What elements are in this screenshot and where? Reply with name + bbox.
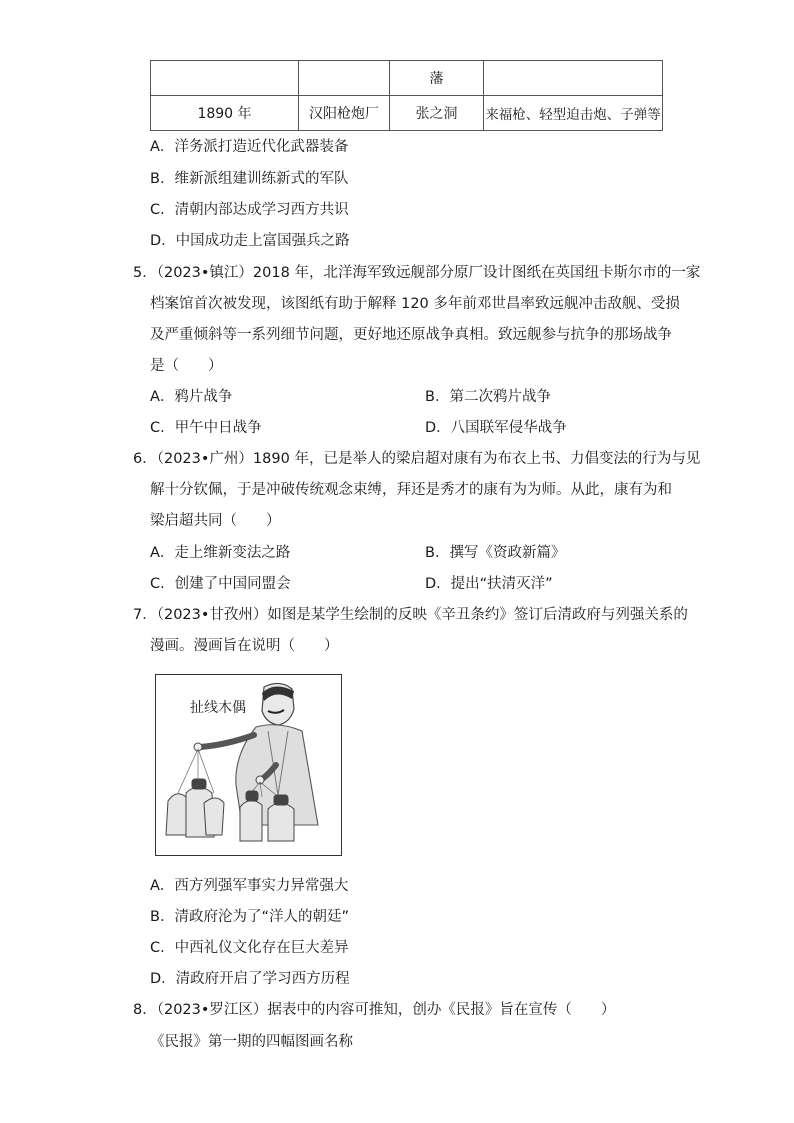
table-row [151,96,663,131]
q6-option-c: C．创建了中国同盟会 [150,576,291,592]
q5-option-c: C．甲午中日战争 [150,420,262,436]
q5-option-b: B．第二次鸦片战争 [425,389,551,405]
cartoon-label: 扯线木偶 [190,700,246,716]
q7-stem-line: 7．（2023•甘孜州）如图是某学生绘制的反映《辛丑条约》签订后清政府与列强关系的 [133,607,688,623]
puppet-cartoon-image [155,674,342,856]
table-row [151,61,663,96]
q5-option-d: D．八国联军侵华战争 [425,420,567,436]
q4-option-a: A．洋务派打造近代化武器装备 [150,139,349,155]
q8-stem-line: 8．（2023•罗江区）据表中的内容可推知，创办《民报》旨在宣传（ ） [133,1002,616,1018]
table-cell [151,61,299,96]
q5-stem-line: 及严重倾斜等一系列细节问题，更好地还原战争真相。致远舰参与抗争的那场战争 [150,327,672,343]
table-cell: 1890 年 [151,96,299,131]
q7-option-c: C．中西礼仪文化存在巨大差异 [150,940,349,956]
q5-stem-line: 5．（2023•镇江）2018 年，北洋海军致远舰部分原厂设计图纸在英国纽卡斯尔市的一家 [133,265,701,281]
q4-option-d: D．中国成功走上富国强兵之路 [150,233,350,249]
puppeteer-illustration [156,675,341,855]
q4-option-b: B．维新派组建训练新式的军队 [150,171,349,187]
q7-option-a: A．西方列强军事实力异常强大 [150,878,349,894]
table-cell: 张之洞 [390,96,484,131]
q7-stem-line: 漫画。漫画旨在说明（ ） [150,638,339,654]
data-table [150,60,663,131]
q6-option-b: B．撰写《资政新篇》 [425,545,566,561]
q6-option-d: D．提出“扶清灭洋” [425,576,553,592]
q6-stem-line: 6．（2023•广州）1890 年，已是举人的梁启超对康有为布衣上书、力倡变法的行为与见 [133,451,701,467]
table-cell: 来福枪、轻型迫击炮、子弹等 [484,96,663,131]
q5-option-a: A．鸦片战争 [150,389,233,405]
q8-table-caption: 《民报》第一期的四幅图画名称 [150,1034,353,1050]
q6-option-a: A．走上维新变法之路 [150,545,291,561]
table-cell: 汉阳枪炮厂 [299,96,390,131]
q6-stem-line: 梁启超共同（ ） [150,513,281,529]
q4-option-c: C．清朝内部达成学习西方共识 [150,202,349,218]
table-cell: 藩 [390,61,484,96]
q7-option-b: B．清政府沦为了“洋人的朝廷” [150,909,349,925]
q7-option-d: D．清政府开启了学习西方历程 [150,971,350,987]
table-cell [299,61,390,96]
q5-stem-line: 是（ ） [150,358,223,374]
q6-stem-line: 解十分钦佩，于是冲破传统观念束缚，拜还是秀才的康有为为师。从此，康有为和 [150,482,672,498]
q5-stem-line: 档案馆首次被发现，该图纸有助于解释 120 多年前邓世昌率致远舰冲击敌舰、受损 [150,296,680,312]
table-cell [484,61,663,96]
